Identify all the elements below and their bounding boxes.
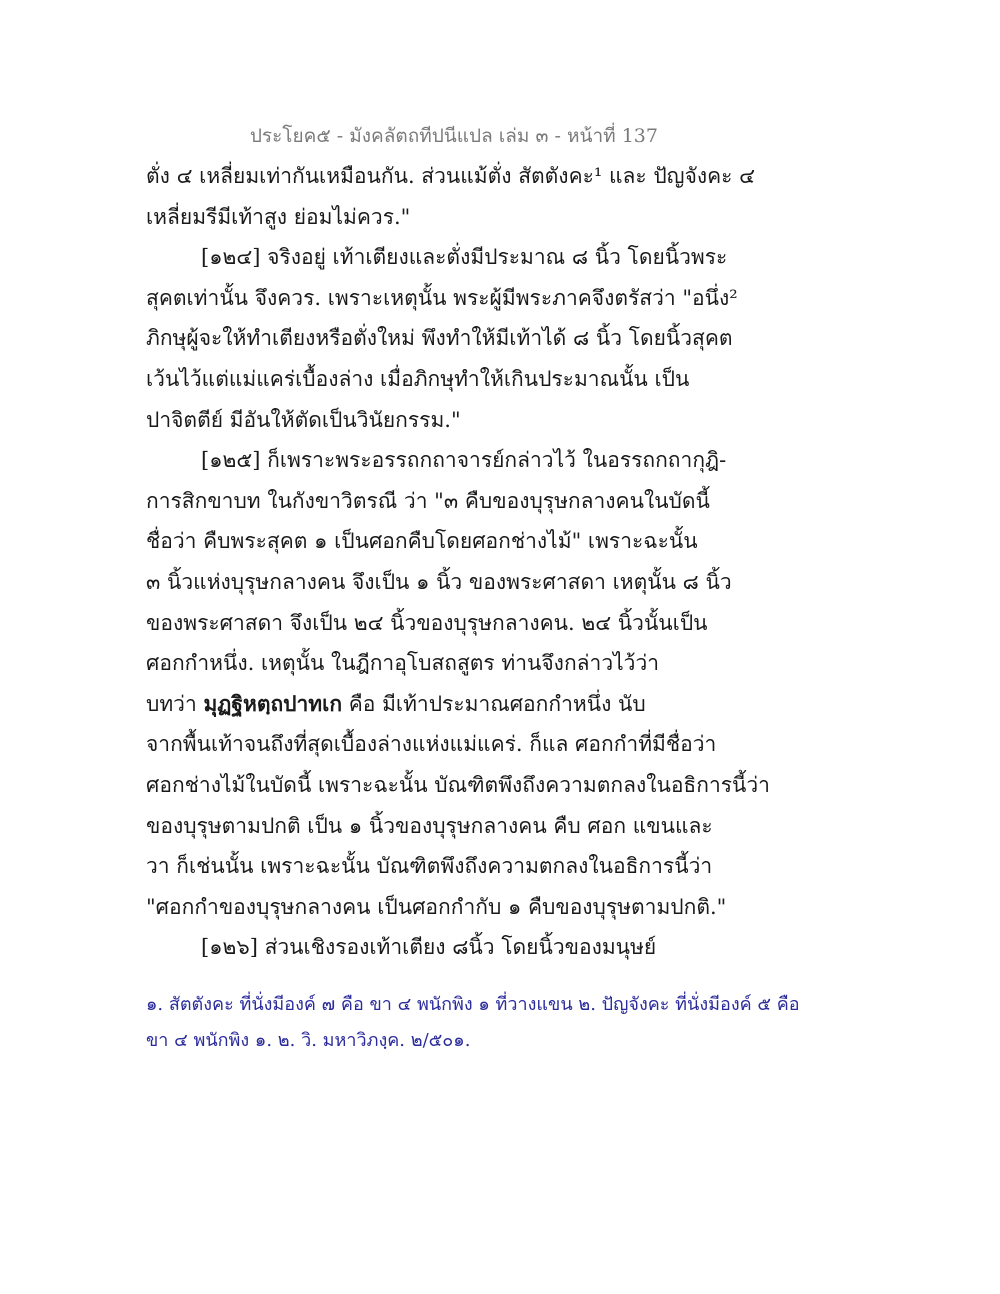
footnote-line: ๑. สัตตังคะ ที่นั่งมีองค์ ๗ คือ ขา ๔ พนักพิง ๑ ที่วางแขน ๒. ปัญจังคะ ที่นั่งมีองค์ ๕ คือ — [146, 994, 800, 1015]
text-line: การสิกขาบท ในกังขาวิตรณี ว่า "๓ คืบของบุรุษกลางคนในบัดนี้ — [146, 488, 710, 513]
text-line: ของพระศาสดา จึงเป็น ๒๔ นิ้วของบุรุษกลางคน. ๒๔ นิ้วนั้นเป็น — [146, 610, 708, 635]
text-line: เหลี่ยมรีมีเท้าสูง ย่อมไม่ควร." — [146, 204, 411, 229]
text-line: ศอกช่างไม้ในบัดนี้ เพราะฉะนั้น บัณฑิตพึงถึงความตกลงในอธิการนี้ว่า — [146, 772, 770, 797]
text-line: เว้นไว้แต่แม่แคร่เบื้องล่าง เมื่อภิกษุทำให้เกินประมาณนั้น เป็น — [146, 366, 690, 391]
text-line: [๑๒๖] ส่วนเชิงรองเท้าเตียง ๘นิ้ว โดยนิ้วของมนุษย์ — [201, 935, 657, 960]
term-rest: คือ มีเท้าประมาณศอกกำหนึ่ง นับ — [348, 691, 646, 716]
text-line: สุคตเท่านั้น จึงควร. เพราะเหตุนั้น พระผู้มีพระภาคจึงตรัสว่า "อนึ่ง² — [146, 285, 738, 310]
text-line: ๓ นิ้วแห่งบุรุษกลางคน จึงเป็น ๑ นิ้ว ของพระศาสดา เหตุนั้น ๘ นิ้ว — [146, 569, 732, 594]
footnote-line: ขา ๔ พนักพิง ๑. ๒. วิ. มหาวิภงฺค. ๒/๕๐๑. — [146, 1030, 471, 1051]
term-prefix: บทว่า — [146, 691, 197, 716]
text-line-with-term — [146, 684, 766, 725]
text-line: ชื่อว่า คืบพระสุคต ๑ เป็นศอกคืบโดยศอกช่างไม้" เพราะฉะนั้น — [146, 529, 698, 554]
text-line: วา ก็เช่นนั้น เพราะฉะนั้น บัณฑิตพึงถึงความตกลงในอธิการนี้ว่า — [146, 854, 713, 879]
text-line: ปาจิตตีย์ มีอันให้ตัดเป็นวินัยกรรม." — [146, 407, 461, 432]
text-line: ภิกษุผู้จะให้ทำเตียงหรือตั่งใหม่ พึงทำให้มีเท้าได้ ๘ นิ้ว โดยนิ้วสุคต — [146, 326, 733, 351]
text-line: ศอกกำหนึ่ง. เหตุนั้น ในฎีกาอุโบสถสูตร ท่านจึงกล่าวไว้ว่า — [146, 651, 660, 676]
text-line: ตั่ง ๔ เหลี่ยมเท่ากันเหมือนกัน. ส่วนแม้ตั่ง สัตตังคะ¹ และ ปัญจังคะ ๔ — [146, 164, 756, 188]
page-header: ประโยค๕ - มังคลัตถทีปนีแปล เล่ม ๓ - หน้าที่ 137 — [249, 125, 658, 147]
text-line: [๑๒๔] จริงอยู่ เท้าเตียงและตั่งมีประมาณ ๘ นิ้ว โดยนิ้วพระ — [201, 245, 728, 270]
text-line: "ศอกกำของบุรุษกลางคน เป็นศอกกำกับ ๑ คืบของบุรุษตามปกติ." — [146, 894, 727, 919]
pali-term: มุฏฐิหตฺถปาทเก — [203, 690, 343, 716]
footnotes — [146, 987, 800, 1059]
text-line: [๑๒๕] ก็เพราะพระอรรถกถาจารย์กล่าวไว้ ในอรรถกถากุฎิ- — [201, 448, 727, 473]
text-line: ของบุรุษตามปกติ เป็น ๑ นิ้วของบุรุษกลางคน คืบ ศอก แขนและ — [146, 813, 713, 838]
body-text — [146, 156, 770, 968]
text-line: จากพื้นเท้าจนถึงที่สุดเบื้องล่างแห่งแม่แคร่. ก็แล ศอกกำที่มีชื่อว่า — [146, 732, 717, 757]
